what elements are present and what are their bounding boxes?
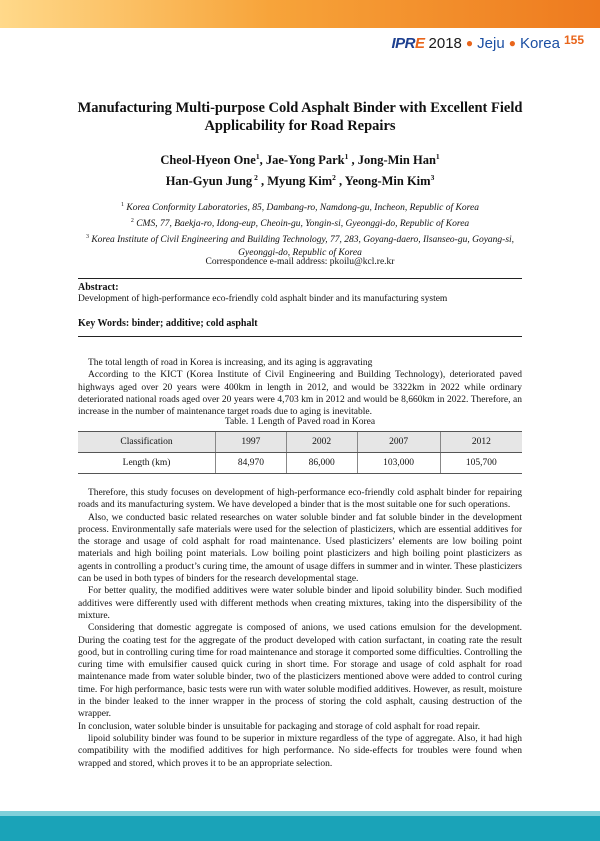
author-list — [70, 148, 530, 190]
table-header-cell: 2007 — [357, 432, 440, 453]
author-name: Yeong-Min Kim — [344, 174, 431, 189]
keywords: Key Words: binder; additive; cold asphalt — [78, 318, 258, 329]
affiliation-line — [70, 231, 530, 260]
paragraph: In conclusion, water soluble binder is unsuitable for packaging and storage of cold asphalt for road repair. — [78, 721, 481, 732]
author-affiliation-mark: 2 — [332, 173, 336, 183]
conference-year: 2018 — [428, 34, 462, 52]
author-affiliation-mark: 1 — [255, 152, 260, 161]
affiliation-number: 1 — [121, 202, 125, 208]
affiliation-number: 2 — [130, 217, 134, 224]
body-section — [78, 487, 522, 770]
author-separator: , — [335, 174, 345, 189]
author-affiliation-mark: 1 — [344, 152, 349, 161]
author-name: Jae-Yong Park — [265, 153, 345, 168]
table-header-cell: 1997 — [216, 432, 287, 453]
author-name: Han-Gyun Jung — [165, 174, 253, 189]
conference-header — [392, 33, 585, 53]
divider-bottom — [78, 336, 522, 337]
table-row — [78, 453, 522, 474]
paragraph: lipoid solubility binder was found to be superior in mixture regardless of the type of aggregate. Also, it had high compatibility with the modified additives for high performance. No side-effects for troubles were found when wrapped and stored, which proves it to be an appropriate selection. — [78, 733, 522, 769]
abstract-heading: Abstract: — [78, 282, 119, 293]
conference-city: Jeju — [477, 34, 505, 52]
author-separator: , — [259, 153, 266, 168]
affiliation-text: Korea Conformity Laboratories, 85, Dambang-ro, Namdong-gu, Incheon, Republic of Korea — [124, 203, 479, 214]
intro-section — [78, 357, 522, 418]
paved-road-table — [78, 431, 522, 474]
paragraph: According to the KICT (Korea Institute of Civil Engineering and Building Technology), deteriorated paved highways aged over 20 years were 400km in length in 2012, and would be 3322km in 2022 while ordinary deteriorated national roads aged over 20 years were 4,703 km in 2012 and would be 8,660km in 2022. Therefore, an increase in the number of maintenance target roads due to aging is inevitable. — [78, 370, 522, 418]
affiliation-number: 3 — [85, 233, 89, 240]
correspondence-email: Correspondence e-mail address: pkoilu@kcl.re.kr — [205, 257, 395, 267]
bullet-dot-icon: ● — [465, 36, 474, 50]
affiliation-line — [70, 215, 530, 231]
affiliation-text: CMS, 77, Baekja-ro, Idong-eup, Cheoin-gu, Yongin-si, Gyeonggi-do, Republic of Korea — [133, 219, 470, 230]
bullet-dot-icon: ● — [508, 36, 516, 50]
author-separator: , — [348, 153, 358, 168]
bottom-teal-band — [0, 811, 600, 841]
table-cell: 103,000 — [357, 453, 440, 474]
author-name: Cheol-Hyeon One — [160, 153, 256, 168]
authors-line-1 — [70, 148, 530, 169]
author-name: Myung Kim — [267, 174, 333, 189]
authors-line-2 — [70, 169, 530, 190]
table-cell: Length (km) — [78, 453, 216, 474]
affiliation-text: Korea Institute of Civil Engineering and Building Technology, 77, 283, Goyang-daero, Ilsanseo-gu, Goyang-si, Gyeonggi-do, Republic of Korea — [88, 235, 515, 258]
table-header-cell: Classification — [78, 432, 216, 453]
table-header-cell: 2012 — [440, 432, 522, 453]
paragraph: The total length of road in Korea is increasing, and its aging is aggravating — [88, 358, 373, 368]
table-header-row — [78, 432, 522, 453]
conference-logo: IPRE — [391, 34, 425, 52]
paragraph: Therefore, this study focuses on development of high-performance eco-friendly cold asphalt binder for repairing roads and its manufacturing system. We have developed a binder that is the most suitable one for such operations. — [78, 488, 522, 511]
page-number: 155 — [563, 33, 584, 47]
table-cell: 84,970 — [216, 453, 287, 474]
author-affiliation-mark: 3 — [430, 173, 435, 183]
author-name: Jong-Min Han — [357, 153, 436, 168]
top-orange-band — [0, 0, 600, 28]
paragraph: Considering that domestic aggregate is composed of anions, we used cations emulsion for the development. During the coating test for the aggregate of the product developed with cation surfactant, in coating rate the result good, but in controlling curing time for road maintenance and storage it comported some difficulties. Controlling the curing time with emulsifier caused quick curing in short time. For storage and usage of cold asphalt for road maintenance made from water soluble binder, two of the plasticizers mentioned above were added to control curing time. For high performance, basic tests were run with water soluble modified additives. However, as result, moisture in the binder leaked to the inner wrapper in the process of storing the cold asphalt, causing destruction of the wrapper. — [78, 623, 522, 720]
conference-country: Korea — [519, 34, 560, 52]
table-cell: 86,000 — [286, 453, 357, 474]
abstract-text: Development of high-performance eco-friendly cold asphalt binder and its manufacturing system — [78, 294, 448, 304]
author-affiliation-mark: 1 — [435, 152, 440, 161]
affiliation-line — [70, 199, 530, 215]
author-separator: , — [257, 174, 268, 189]
author-affiliation-mark: 2 — [252, 173, 258, 183]
table-header-cell: 2002 — [286, 432, 357, 453]
paragraph: Also, we conducted basic related researches on water soluble binder and fat soluble binder in the development process. Environmentally safe materials were used for the selection of plasticizers, which are essential additives for the storage and usage of cold asphalt for road maintenance. Used plasticizers’ elements are low boiling point materials and high boiling point materials. Low boiling point plasticizers and high boiling point plasticizers as agents in controlling a product’s curing time, the amount of usage differs in summer and in winter. These plasticizers can be used in both types of binders for the research developmental stage. — [78, 512, 522, 585]
table-cell: 105,700 — [440, 453, 522, 474]
paragraph: For better quality, the modified additives were water soluble binder and lipoid solubility binder. Such modified additives were differently used with different methods when creating mixtures, taking into the dispersibility of the mixture. — [78, 586, 522, 621]
paper-title: Manufacturing Multi-purpose Cold Asphalt Binder with Excellent Field Applicability for Road Repairs — [77, 100, 523, 134]
table-caption: Table. 1 Length of Paved road in Korea — [224, 417, 376, 427]
affiliations — [70, 199, 530, 260]
divider-top — [78, 278, 522, 279]
